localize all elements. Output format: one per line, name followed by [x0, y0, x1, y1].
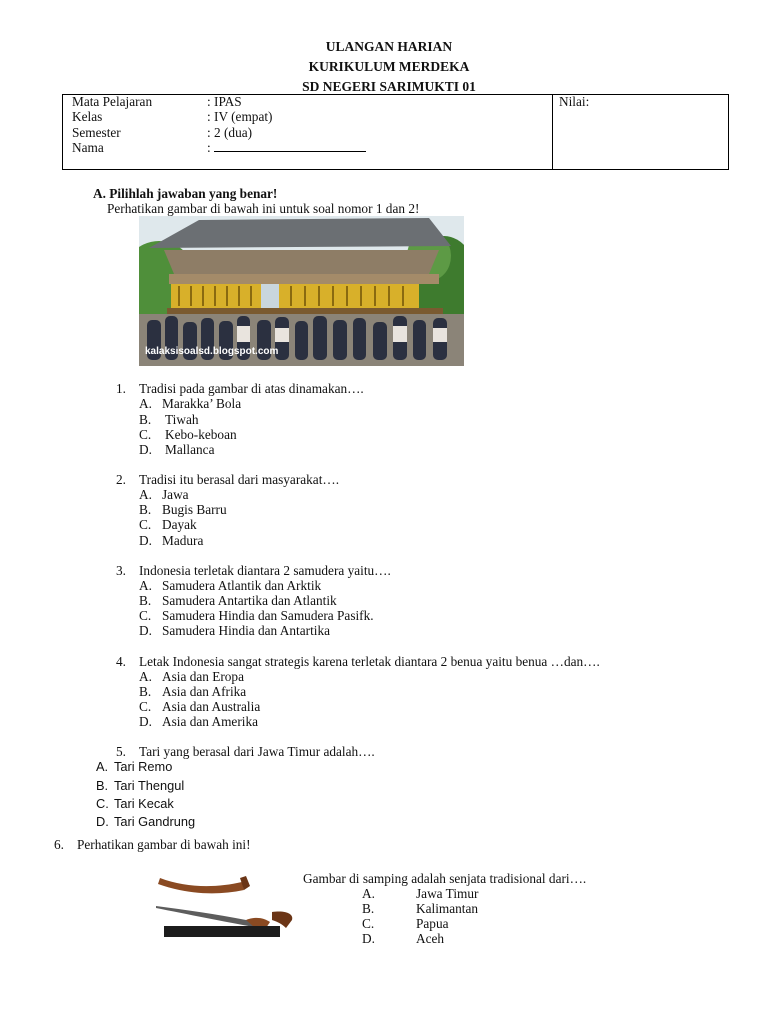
q6-option-a-letter: A.	[362, 886, 375, 901]
question-3-number: 3.	[116, 563, 126, 578]
name-field[interactable]	[207, 140, 366, 155]
curriculum-title: KURIKULUM MERDEKA	[308, 59, 470, 74]
section-a-title: A. Pilihlah jawaban yang benar!	[93, 186, 278, 201]
question-2-number: 2.	[116, 472, 126, 487]
q4-option-d-letter: D.	[139, 714, 152, 729]
q1-option-b-letter: B.	[139, 412, 152, 427]
question-6-number: 6.	[54, 837, 64, 852]
exam-title: ULANGAN HARIAN	[325, 39, 453, 54]
label-semester: Semester	[72, 125, 121, 140]
q4-option-a[interactable]: Asia dan Eropa	[162, 669, 244, 684]
q1-option-d[interactable]: Mallanca	[165, 442, 215, 457]
q6-option-b[interactable]: Kalimantan	[416, 901, 479, 916]
q6-option-c-letter: C.	[362, 916, 375, 931]
q5-option-a[interactable]: Tari Remo	[114, 759, 173, 774]
q3-option-d-letter: D.	[139, 623, 152, 638]
q6-option-d-letter: D.	[362, 931, 375, 946]
traditional-weapon-photo	[146, 872, 302, 940]
q5-option-d-letter: D.	[96, 814, 109, 829]
q5-option-c[interactable]: Tari Kecak	[114, 796, 174, 811]
label-class: Kelas	[72, 109, 103, 124]
question-6-subtext: Gambar di samping adalah senjata tradisional dari….	[303, 871, 587, 886]
q3-option-b[interactable]: Samudera Antartika dan Atlantik	[162, 593, 337, 608]
question-5-text: Tari yang berasal dari Jawa Timur adalah….	[139, 744, 375, 759]
q2-option-d[interactable]: Madura	[162, 533, 204, 548]
question-4-number: 4.	[116, 654, 126, 669]
value-class: : IV (empat)	[207, 109, 273, 124]
q4-option-a-letter: A.	[139, 669, 152, 684]
q3-option-c[interactable]: Samudera Hindia dan Samudera Pasifk.	[162, 608, 374, 623]
q1-option-b[interactable]: Tiwah	[165, 412, 199, 427]
question-4-text: Letak Indonesia sangat strategis karena terletak diantara 2 benua yaitu benua …dan….	[139, 654, 600, 669]
q5-option-d[interactable]: Tari Gandrung	[114, 814, 196, 829]
question-1-text: Tradisi pada gambar di atas dinamakan….	[139, 381, 364, 396]
q2-option-b[interactable]: Bugis Barru	[162, 502, 227, 517]
q4-option-b[interactable]: Asia dan Afrika	[162, 684, 247, 699]
q2-option-b-letter: B.	[139, 502, 152, 517]
q2-option-a-letter: A.	[139, 487, 152, 502]
q3-option-d[interactable]: Samudera Hindia dan Antartika	[162, 623, 331, 638]
question-5-number: 5.	[116, 744, 126, 759]
q3-option-a-letter: A.	[139, 578, 152, 593]
info-box-divider	[552, 95, 553, 169]
label-name: Nama	[72, 140, 104, 155]
name-blank-line	[214, 141, 366, 152]
value-semester: : 2 (dua)	[207, 125, 253, 140]
score-label: Nilai:	[559, 94, 590, 109]
watermark-text: kalaksisoalsd.blogspot.com	[145, 346, 279, 357]
section-a-instruction: Perhatikan gambar di bawah ini untuk soal nomor 1 dan 2!	[107, 201, 420, 216]
question-6-text: Perhatikan gambar di bawah ini!	[77, 837, 251, 852]
q1-option-c-letter: C.	[139, 427, 152, 442]
student-info-box	[62, 94, 729, 170]
q6-option-c[interactable]: Papua	[416, 916, 449, 931]
house-moving-photo	[139, 216, 464, 366]
q6-option-d[interactable]: Aceh	[416, 931, 445, 946]
q6-option-b-letter: B.	[362, 901, 375, 916]
question-3-text: Indonesia terletak diantara 2 samudera yaitu….	[139, 563, 391, 578]
q2-option-d-letter: D.	[139, 533, 152, 548]
label-subject: Mata Pelajaran	[72, 94, 153, 109]
q3-option-c-letter: C.	[139, 608, 152, 623]
question-2-text: Tradisi itu berasal dari masyarakat….	[139, 472, 340, 487]
q4-option-b-letter: B.	[139, 684, 152, 699]
q5-option-b-letter: B.	[96, 778, 109, 793]
question-1-number: 1.	[116, 381, 126, 396]
q1-option-a[interactable]: Marakka’ Bola	[162, 396, 242, 411]
q4-option-c[interactable]: Asia dan Australia	[162, 699, 261, 714]
q2-option-a[interactable]: Jawa	[162, 487, 189, 502]
q3-option-b-letter: B.	[139, 593, 152, 608]
value-name-colon: :	[207, 140, 211, 155]
q1-option-a-letter: A.	[139, 396, 152, 411]
value-subject: : IPAS	[207, 94, 242, 109]
q2-option-c[interactable]: Dayak	[162, 517, 197, 532]
q1-option-d-letter: D.	[139, 442, 152, 457]
q2-option-c-letter: C.	[139, 517, 152, 532]
q5-option-c-letter: C.	[96, 796, 109, 811]
q4-option-d[interactable]: Asia dan Amerika	[162, 714, 259, 729]
q4-option-c-letter: C.	[139, 699, 152, 714]
q6-option-a[interactable]: Jawa Timur	[416, 886, 479, 901]
school-name: SD NEGERI SARIMUKTI 01	[302, 79, 476, 94]
q5-option-a-letter: A.	[96, 759, 109, 774]
q3-option-a[interactable]: Samudera Atlantik dan Arktik	[162, 578, 322, 593]
q5-option-b[interactable]: Tari Thengul	[114, 778, 185, 793]
q1-option-c[interactable]: Kebo-keboan	[165, 427, 237, 442]
